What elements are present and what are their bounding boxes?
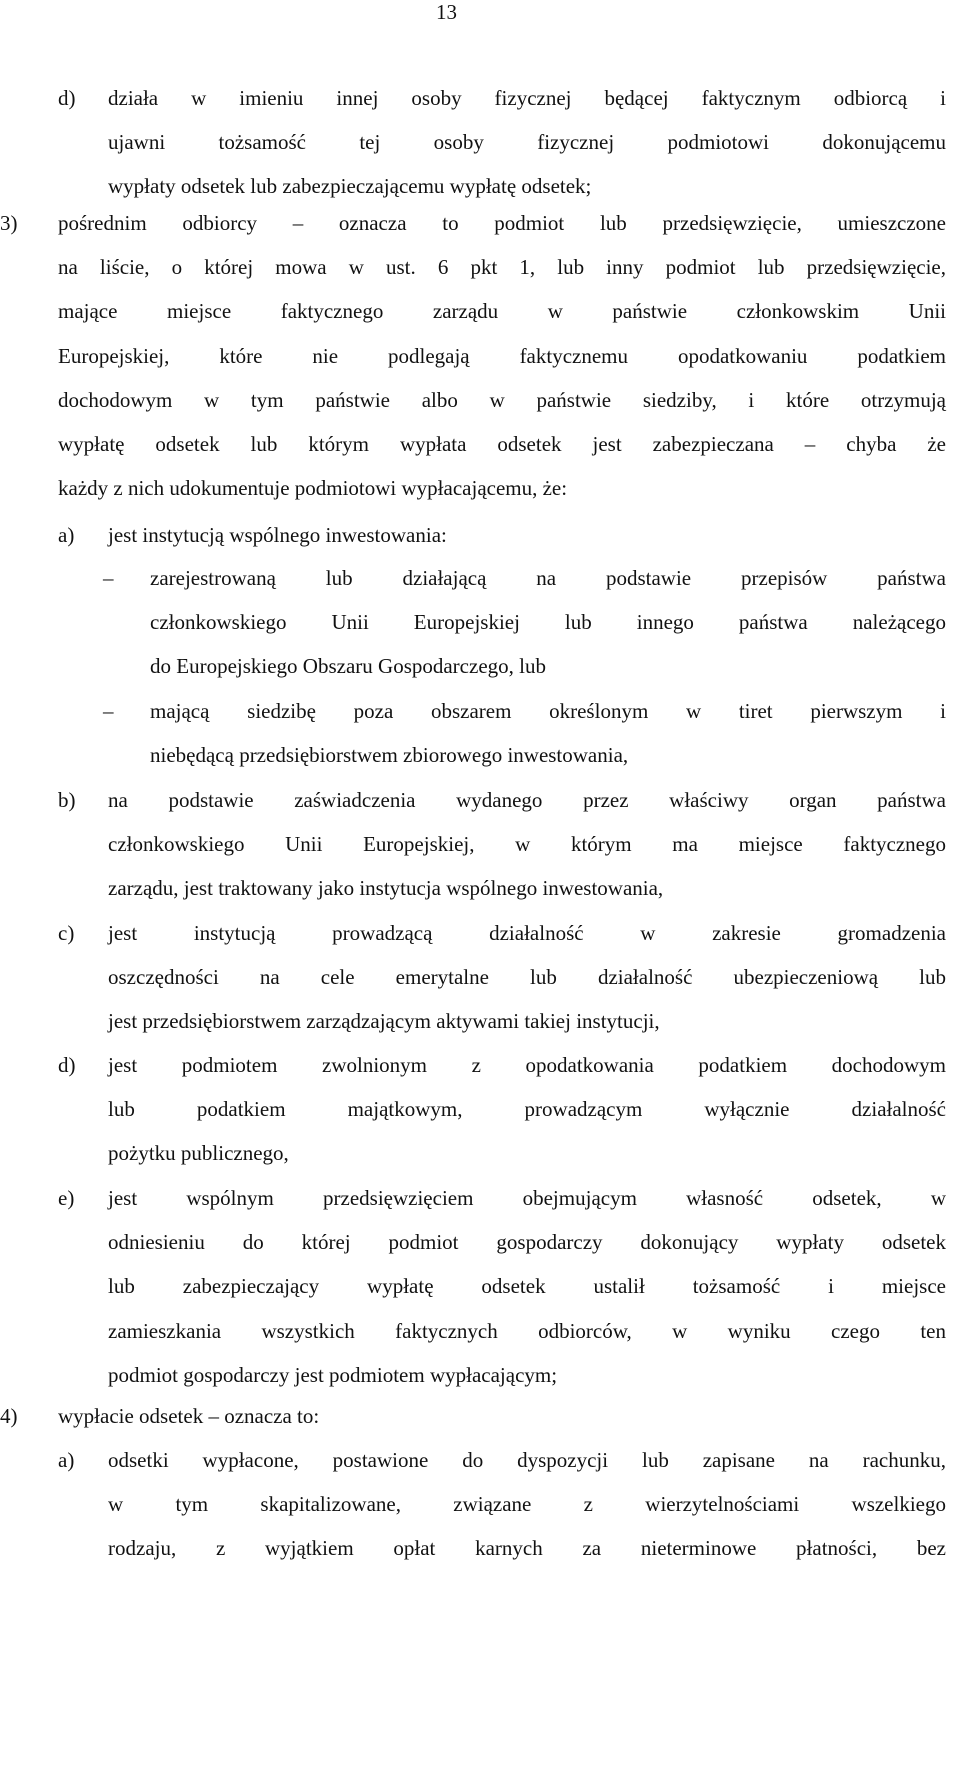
text-line: zarządu, jest traktowany jako instytucja wspólnego inwestowania, (108, 876, 664, 901)
text-line: do Europejskiego Obszaru Gospodarczego, lub (150, 654, 546, 679)
text-line: jest instytucją wspólnego inwestowania: (108, 523, 447, 547)
text-line: rodzaju, z wyjątkiem opłat karnych za nieterminowe płatności, bez (108, 1536, 946, 1561)
item-label: d) (58, 1053, 76, 1077)
text-line: mające miejsce faktycznego zarządu w państwie członkowskim Unii (58, 299, 946, 324)
text-line: każdy z nich udokumentuje podmiotowi wypłacającemu, że: (58, 476, 568, 501)
text-line: odsetki wypłacone, postawione do dyspozycji lub zapisane na rachunku, (108, 1448, 946, 1472)
item-label: a) (58, 523, 75, 547)
text-line: jest przedsiębiorstwem zarządzającym aktywami takiej instytucji, (108, 1009, 660, 1034)
text-line: mającą siedzibę poza obszarem określonym w tiret pierwszym i (150, 699, 946, 723)
text-line: oszczędności na cele emerytalne lub działalność ubezpieczeniową lub (108, 965, 946, 990)
item-label: e) (58, 1186, 75, 1210)
text-line: zamieszkania wszystkich faktycznych odbiorców, w wyniku czego ten (108, 1318, 946, 1343)
text-line: jest instytucją prowadzącą działalność w zakresie gromadzenia (108, 921, 946, 945)
page-number: 13 (436, 0, 457, 24)
text-line: pośrednim odbiorcy – oznacza to podmiot lub przedsięwzięcie, umieszczone (58, 211, 946, 235)
item-label: 4) (0, 1404, 18, 1428)
item-label: d) (58, 86, 76, 110)
text-line: podmiot gospodarczy jest podmiotem wypłacającym; (108, 1362, 558, 1387)
text-line: odniesieniu do której podmiot gospodarczy dokonujący wypłaty odsetek (108, 1230, 946, 1255)
text-line: działa w imieniu innej osoby fizycznej będącej faktycznym odbiorcą i (108, 86, 946, 110)
text-line: na liście, o której mowa w ust. 6 pkt 1, lub inny podmiot lub przedsięwzięcie, (58, 255, 946, 280)
text-line: lub zabezpieczający wypłatę odsetek ustalił tożsamość i miejsce (108, 1274, 946, 1299)
text-line: dochodowym w tym państwie albo w państwie siedziby, i które otrzymują (58, 387, 946, 412)
text-line: jest wspólnym przedsięwzięciem obejmującym własność odsetek, w (108, 1186, 946, 1210)
text-line: jest podmiotem zwolnionym z opodatkowania podatkiem dochodowym (108, 1053, 946, 1077)
text-line: niebędącą przedsiębiorstwem zbiorowego inwestowania, (150, 743, 629, 768)
text-line: lub podatkiem majątkowym, prowadzącym wyłącznie działalność (108, 1097, 946, 1122)
text-line: ujawni tożsamość tej osoby fizycznej podmiotowi dokonującemu (108, 130, 946, 155)
text-line: Europejskiej, które nie podlegają faktycznemu opodatkowaniu podatkiem (58, 343, 946, 368)
text-line: pożytku publicznego, (108, 1141, 289, 1166)
item-label: c) (58, 921, 75, 945)
text-line: wypłacie odsetek – oznacza to: (58, 1404, 320, 1428)
item-label: b) (58, 788, 76, 812)
text-line: wypłatę odsetek lub którym wypłata odsetek jest zabezpieczana – chyba że (58, 432, 946, 456)
text-line: członkowskiego Unii Europejskiej lub innego państwa należącego (150, 610, 946, 635)
text-line: wypłaty odsetek lub zabezpieczającemu wypłatę odsetek; (108, 174, 592, 199)
item-label: a) (58, 1448, 75, 1472)
item-label: – (103, 699, 114, 723)
text-line: zarejestrowaną lub działającą na podstawie przepisów państwa (150, 566, 946, 590)
item-label: – (103, 566, 114, 590)
text-line: w tym skapitalizowane, związane z wierzytelnościami wszelkiego (108, 1492, 946, 1517)
item-label: 3) (0, 211, 18, 235)
text-line: na podstawie zaświadczenia wydanego przez właściwy organ państwa (108, 788, 946, 812)
text-line: członkowskiego Unii Europejskiej, w którym ma miejsce faktycznego (108, 832, 946, 857)
